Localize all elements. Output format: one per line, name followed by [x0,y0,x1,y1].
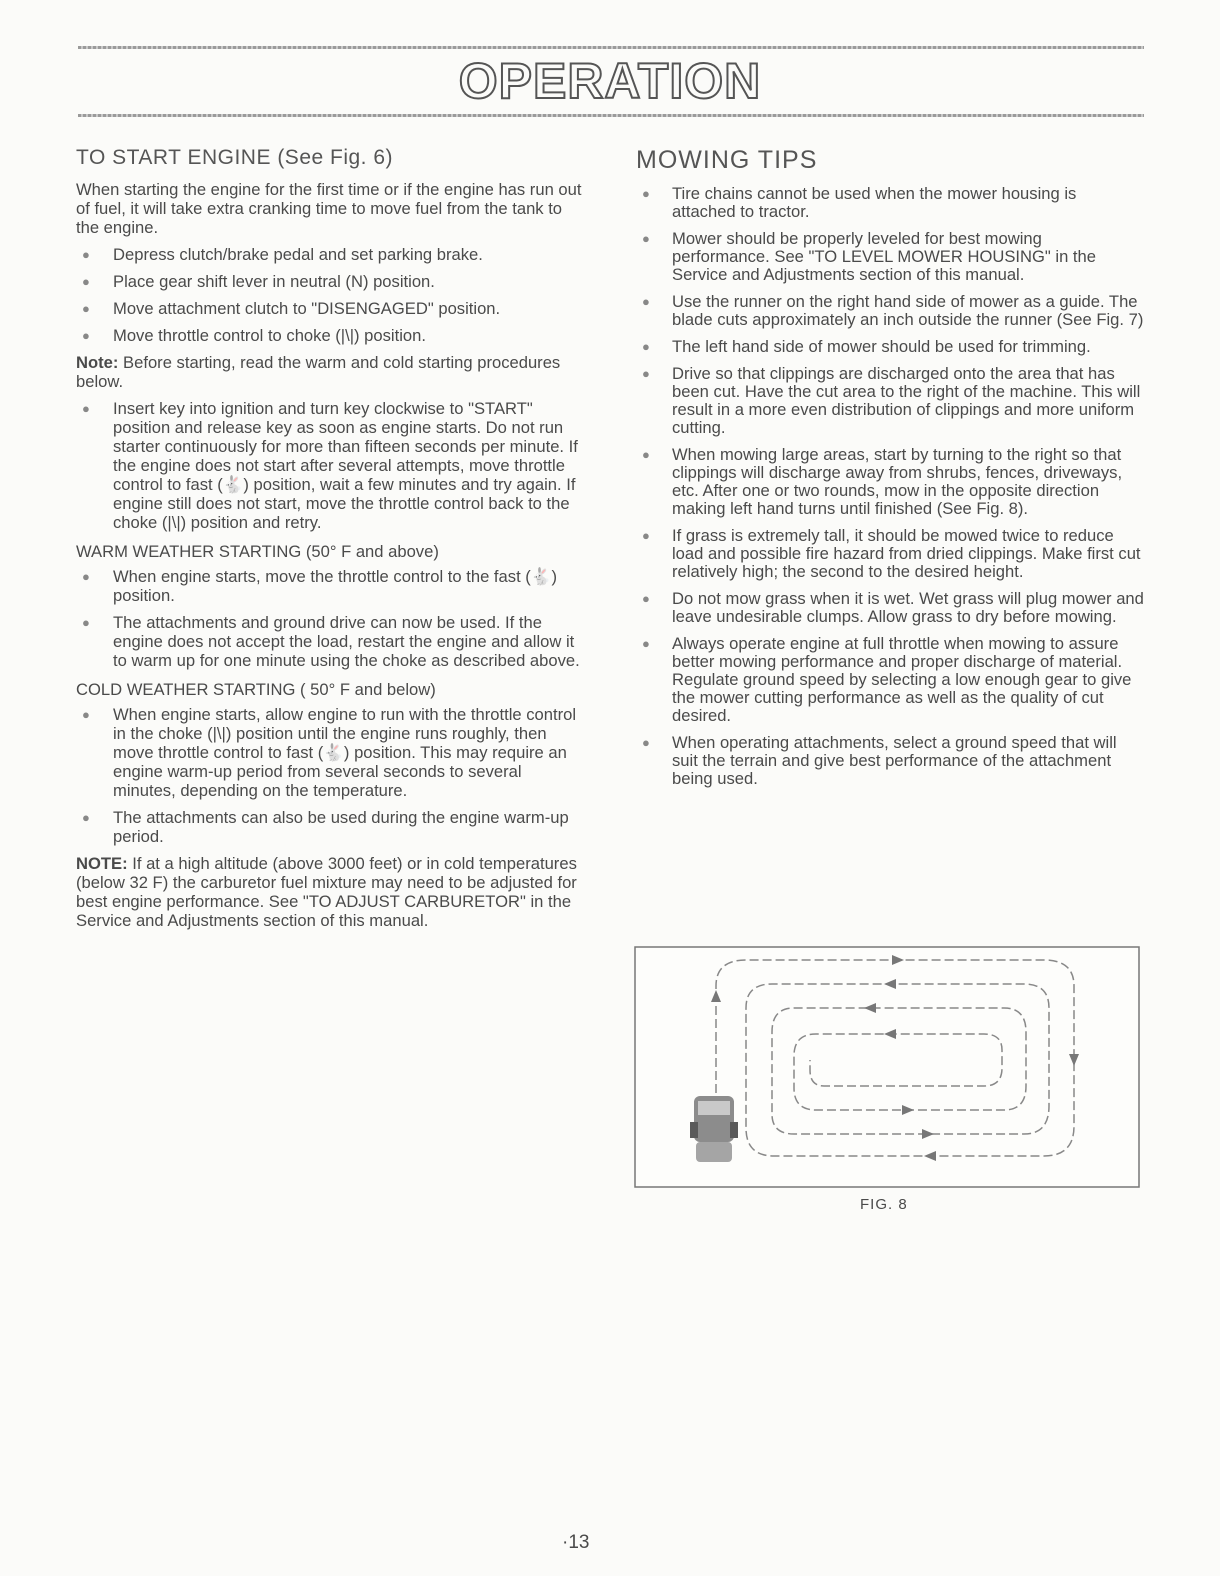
list-item: ● The attachments can also be used during the engine warm-up period. [82,808,569,846]
bullet-icon: ● [82,401,90,416]
bullet-icon: ● [82,301,90,316]
list-item: ● When engine starts, move the throttle control to the fast (🐇) position. [82,567,558,605]
figure-label: FIG. 8 [860,1196,908,1213]
tractor-icon [690,1096,738,1162]
bullet-icon: ● [82,615,90,630]
list-item: ● Tire chains cannot be used when the mower housing is attached to tractor. [642,184,1077,221]
start-engine-steps [76,245,582,345]
list-item: ● When operating attachments, select a ground speed that will suit the terrain and give best performance of the attachment being used. [642,733,1117,788]
list-item: ● Move attachment clutch to "DISENGAGED" position. [82,299,501,318]
bullet-icon: ● [82,569,90,584]
bullet-icon: ● [82,247,90,262]
list-item: ● Do not mow grass when it is wet. Wet grass will plug mower and leave undesirable clumps. Allow grass to dry before mowing. [642,589,1144,626]
bullet-icon: ● [82,328,90,343]
bullet-icon: ● [82,707,90,722]
start-engine-section [76,146,582,938]
list-item: ● Mower should be properly leveled for best mowing performance. See "TO LEVEL MOWER HOUSING" in the Service and Adjustments section of this manual. [642,229,1096,284]
start-engine-intro: When starting the engine for the first time or if the engine has run out of fuel, it will take extra cranking time to move fuel from the tank to the engine. [76,180,582,237]
header-rule-top [78,46,1144,49]
bullet-icon: ● [642,735,650,750]
list-item: ● Place gear shift lever in neutral (N) position. [82,272,435,291]
warm-weather-heading: WARM WEATHER STARTING (50° F and above) [76,542,439,561]
bullet-icon: ● [642,636,650,651]
bullet-icon: ● [642,294,650,309]
start-engine-heading: TO START ENGINE (See Fig. 6) [76,146,394,169]
cold-weather-list [76,705,582,846]
bullet-icon: ● [82,274,90,289]
bullet-icon: ● [642,447,650,462]
bullet-icon: ● [642,591,650,606]
mowing-tips-heading: MOWING TIPS [636,146,818,174]
bullet-icon: ● [642,231,650,246]
cold-weather-heading: COLD WEATHER STARTING ( 50° F and below) [76,680,436,699]
list-item: ● Always operate engine at full throttle when mowing to assure better mowing performance and proper discharge of material. Regulate ground speed by selecting a low enough gear to give the mower cutting performance as well as the quality of cut desired. [642,634,1132,725]
page-title: OPERATION [458,53,762,109]
list-item: ● Depress clutch/brake pedal and set parking brake. [82,245,483,264]
bullet-icon: ● [642,186,650,201]
list-item: ● The left hand side of mower should be used for trimming. [642,337,1091,356]
list-item: ● If grass is extremely tall, it should be mowed twice to reduce load and possible fire hazard from dried clippings. Make first cut relatively high; the second to the desired height. [642,526,1141,581]
start-note: Note: Before starting, read the warm and cold starting procedures below. [76,353,561,391]
list-item: ● Use the runner on the right hand side of mower as a guide. The blade cuts approximately an inch outside the runner (See Fig. 7) [642,292,1144,329]
list-item: ● Move throttle control to choke (|\|) position. [82,326,426,345]
mowing-tips-section [636,146,1144,797]
bullet-icon: ● [642,366,650,381]
altitude-note: NOTE: If at a high altitude (above 3000 feet) or in cold temperatures (below 32 F) the carburetor fuel mixture may need to be adjusted for best engine performance. See "TO ADJUST CARBURETOR" in the Service and Adjustments section of this manual. [76,854,577,930]
bullet-icon: ● [82,810,90,825]
mowing-pattern-figure [634,946,1140,1188]
list-item: ● When engine starts, allow engine to run with the throttle control in the choke (|\|) position until the engine runs roughly, then move throttle control to fast (🐇) position. This may require an engine warm-up period from several seconds to several minutes, depending on the temperature. [82,705,577,800]
header-rule-bottom [78,114,1144,117]
list-item: ● When mowing large areas, start by turning to the right so that clippings will discharge away from shrubs, fences, driveways, etc. After one or two rounds, mow in the opposite direction making left hand turns until finished (See Fig. 8). [642,445,1123,518]
list-item: ● Drive so that clippings are discharged onto the area that has been cut. Have the cut area to the right of the machine. This will result in a more even distribution of clippings and more uniform cutting. [642,364,1141,437]
bullet-icon: ● [642,339,650,354]
mowing-tips-list [636,185,1144,788]
page-number: ·13 [562,1532,590,1553]
list-item: ● The attachments and ground drive can now be used. If the engine does not accept the load, restart the engine and allow it to warm up for one minute using the choke as described above. [82,613,580,670]
bullet-icon: ● [642,528,650,543]
warm-weather-list [76,567,582,670]
list-item: ● Insert key into ignition and turn key clockwise to "START" position and release key as soon as engine starts. Do not run starter continuously for more than fifteen seconds per minute. If the engine does not start after several attempts, move throttle control to fast (🐇) position, wait a few minutes and try again. If engine still does not start, move the throttle control back to the choke (|\|) position and retry. [82,399,578,532]
insert-key-list [76,399,582,532]
